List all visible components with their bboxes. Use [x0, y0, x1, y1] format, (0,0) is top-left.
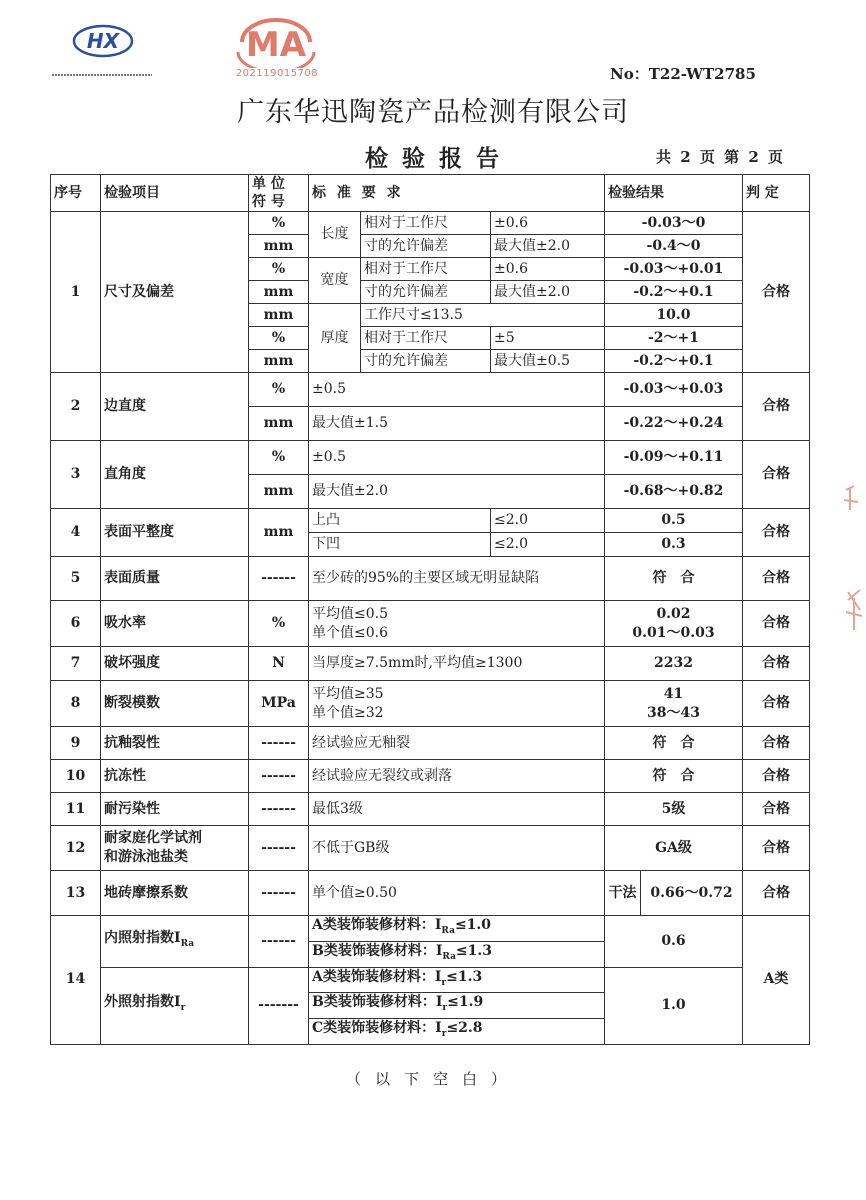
table-row — [51, 509, 810, 533]
standard-cell: ≤2.0 — [491, 509, 605, 533]
item-cell — [101, 826, 249, 871]
table-row — [51, 601, 810, 647]
table-row — [51, 916, 810, 942]
deviation-label: 相对于工作尺 — [361, 212, 491, 235]
lab-logo — [72, 24, 134, 58]
standard-cell — [309, 681, 605, 727]
item-cell: 吸水率 — [101, 601, 249, 647]
header-unit-line1: 单 位 — [252, 176, 285, 192]
standard-cell: 最大值±2.0 — [309, 475, 605, 509]
deviation-label: 寸的允许偏差 — [361, 235, 491, 258]
cma-number: 202119015708 — [235, 68, 319, 79]
item-cell: 抗冻性 — [101, 760, 249, 793]
internal-index-sub: Ra — [180, 938, 195, 949]
standard-line: 单个值≥32 — [312, 704, 384, 721]
unit-cell: % — [249, 373, 309, 407]
result-cell: 1.0 — [605, 967, 743, 1044]
inspection-table — [50, 174, 810, 1045]
item-cell: 边直度 — [101, 373, 249, 441]
result-cell: -0.2～+0.1 — [605, 350, 743, 373]
unit-cell: mm — [249, 235, 309, 258]
unit-cell: % — [249, 601, 309, 647]
standard-sub: r — [441, 1028, 447, 1039]
verdict-cell: 合格 — [743, 647, 810, 681]
seq-cell: 9 — [51, 727, 101, 760]
header-standard: 标 准 要 求 — [309, 175, 605, 212]
unit-cell: N — [249, 647, 309, 681]
result-cell: 0.5 — [605, 509, 743, 533]
unit-cell: ------ — [249, 557, 309, 601]
header-unit-line2: 符 号 — [252, 194, 285, 210]
table-row — [51, 871, 810, 916]
item-cell: 断裂模数 — [101, 681, 249, 727]
report-title: 检验报告 — [365, 145, 513, 172]
internal-index-text: 内照射指数I — [104, 929, 181, 946]
standard-sub: Ra — [442, 951, 456, 962]
table-row — [51, 967, 810, 993]
seq-cell: 5 — [51, 557, 101, 601]
result-cell: 5级 — [605, 793, 743, 826]
standard-line: 平均值≤0.5 — [312, 605, 388, 622]
unit-cell: % — [249, 212, 309, 235]
table-row — [51, 681, 810, 727]
item-cell: 尺寸及偏差 — [101, 212, 249, 373]
result-cell: 0.66～0.72 — [641, 871, 743, 916]
seq-cell: 11 — [51, 793, 101, 826]
seq-cell: 3 — [51, 441, 101, 509]
length-label: 长度 — [309, 212, 361, 258]
method-cell: 干法 — [605, 871, 641, 916]
unit-cell: % — [249, 441, 309, 475]
seq-cell: 2 — [51, 373, 101, 441]
seq-cell: 4 — [51, 509, 101, 557]
verdict-cell: 合格 — [743, 441, 810, 509]
item-cell: 破坏强度 — [101, 647, 249, 681]
end-note: （以下空白） — [345, 1070, 520, 1088]
verdict-cell: 合格 — [743, 793, 810, 826]
result-line: 41 — [663, 685, 684, 702]
unit-cell: ------ — [249, 727, 309, 760]
unit-cell: mm — [249, 281, 309, 304]
internal-index-label — [101, 916, 249, 968]
company-name: 广东华迅陶瓷产品检测有限公司 — [237, 97, 629, 128]
result-line: 38～43 — [647, 704, 700, 721]
cma-mark — [228, 16, 324, 68]
standard-text: C类装饰装修材料：I — [312, 1020, 442, 1037]
header-row — [51, 175, 810, 212]
header-verdict: 判 定 — [743, 175, 810, 212]
external-index-sub: r — [180, 1003, 186, 1014]
result-cell: -0.03～+0.03 — [605, 373, 743, 407]
standard-limit: ≤1.0 — [454, 917, 492, 933]
standard-cell: 至少砖的95%的主要区域无明显缺陷 — [309, 557, 605, 601]
item-cell: 表面平整度 — [101, 509, 249, 557]
standard-text: B类装饰装修材料：I — [312, 942, 443, 959]
seq-cell: 12 — [51, 826, 101, 871]
result-line: 0.01～0.03 — [632, 624, 715, 641]
table-row — [51, 373, 810, 407]
standard-cell — [309, 967, 605, 993]
item-cell: 耐污染性 — [101, 793, 249, 826]
unit-cell: ------ — [249, 760, 309, 793]
standard-text: A类装饰装修材料：I — [312, 968, 442, 985]
standard-cell: 最大值±1.5 — [309, 407, 605, 441]
unit-cell: % — [249, 327, 309, 350]
table-row — [51, 212, 810, 235]
deviation-label: 相对于工作尺 — [361, 258, 491, 281]
width-label: 宽度 — [309, 258, 361, 304]
header-result: 检验结果 — [605, 175, 743, 212]
unit-cell: mm — [249, 509, 309, 557]
standard-cell — [309, 1019, 605, 1045]
standard-cell — [309, 993, 605, 1019]
unit-cell: mm — [249, 304, 309, 327]
result-cell: -0.2～+0.1 — [605, 281, 743, 304]
standard-cell: 经试验应无釉裂 — [309, 727, 605, 760]
seq-cell: 13 — [51, 871, 101, 916]
seq-cell: 6 — [51, 601, 101, 647]
standard-sub: r — [442, 1003, 448, 1014]
verdict-cell: 合格 — [743, 727, 810, 760]
deviation-label: 寸的允许偏差 — [361, 281, 491, 304]
seq-cell: 10 — [51, 760, 101, 793]
verdict-cell: 合格 — [743, 373, 810, 441]
svg-text:HX: HX — [86, 29, 120, 53]
result-cell: 符 合 — [605, 760, 743, 793]
standard-cell: ±0.6 — [491, 212, 605, 235]
unit-cell: mm — [249, 475, 309, 509]
verdict-cell: 合格 — [743, 557, 810, 601]
verdict-cell: A类 — [743, 916, 810, 1045]
verdict-cell: 合格 — [743, 601, 810, 647]
item-cell: 地砖摩擦系数 — [101, 871, 249, 916]
item-cell: 表面质量 — [101, 557, 249, 601]
item-cell: 抗釉裂性 — [101, 727, 249, 760]
item-cell: 直角度 — [101, 441, 249, 509]
seq-cell: 8 — [51, 681, 101, 727]
result-cell: -0.03～0 — [605, 212, 743, 235]
result-cell: 0.6 — [605, 916, 743, 968]
result-cell — [605, 681, 743, 727]
result-cell: 0.3 — [605, 533, 743, 557]
standard-line: 平均值≥35 — [312, 685, 384, 702]
header-unit — [249, 175, 309, 212]
result-cell: 10.0 — [605, 304, 743, 327]
table-row — [51, 793, 810, 826]
standard-cell: 最大值±2.0 — [491, 281, 605, 304]
verdict-cell: 合格 — [743, 760, 810, 793]
verdict-cell: 合格 — [743, 681, 810, 727]
page-count: 共 2 页 第 2 页 — [656, 148, 785, 166]
verdict-cell: 合格 — [743, 509, 810, 557]
standard-limit: ≤2.8 — [446, 1020, 483, 1037]
item-line: 和游泳池盐类 — [104, 849, 188, 865]
unit-cell: ------ — [249, 793, 309, 826]
seq-cell: 1 — [51, 212, 101, 373]
result-cell: -0.4～0 — [605, 235, 743, 258]
header-seq: 序号 — [51, 175, 101, 212]
unit-cell: ------ — [249, 871, 309, 916]
result-cell: -0.68～+0.82 — [605, 475, 743, 509]
result-cell: -0.22～+0.24 — [605, 407, 743, 441]
seq-cell: 7 — [51, 647, 101, 681]
standard-limit: ≤1.3 — [455, 942, 493, 959]
standard-cell — [309, 601, 605, 647]
result-cell: -2～+1 — [605, 327, 743, 350]
standard-cell: 工作尺寸≤13.5 — [361, 304, 605, 327]
unit-cell: mm — [249, 350, 309, 373]
standard-cell: ≤2.0 — [491, 533, 605, 557]
standard-sub: r — [441, 977, 447, 988]
standard-cell: ±5 — [491, 327, 605, 350]
standard-cell: 最低3级 — [309, 793, 605, 826]
deviation-label: 相对于工作尺 — [361, 327, 491, 350]
table-row — [51, 826, 810, 871]
standard-cell — [309, 941, 605, 967]
convex-label: 上凸 — [309, 509, 491, 533]
unit-cell: ------ — [249, 916, 309, 968]
table-row — [51, 441, 810, 475]
standard-cell: 经试验应无裂纹或剥落 — [309, 760, 605, 793]
table-row — [51, 727, 810, 760]
result-cell — [605, 601, 743, 647]
seq-cell: 14 — [51, 916, 101, 1045]
standard-cell: ±0.5 — [309, 373, 605, 407]
standard-limit: ≤1.3 — [446, 968, 483, 985]
result-cell: 2232 — [605, 647, 743, 681]
unit-cell: % — [249, 258, 309, 281]
result-cell: 符 合 — [605, 557, 743, 601]
table-row — [51, 647, 810, 681]
unit-cell: MPa — [249, 681, 309, 727]
standard-text: A类装饰装修材料：I — [312, 917, 442, 933]
standard-cell: 最大值±2.0 — [491, 235, 605, 258]
result-cell: GA级 — [605, 826, 743, 871]
item-line: 耐家庭化学试剂 — [104, 830, 202, 846]
standard-cell: 单个值≥0.50 — [309, 871, 605, 916]
result-cell: 符 合 — [605, 727, 743, 760]
unit-cell: mm — [249, 407, 309, 441]
standard-text: B类装饰装修材料：I — [312, 994, 443, 1011]
external-index-label — [101, 967, 249, 1044]
verdict-cell: 合格 — [743, 826, 810, 871]
table-row — [51, 760, 810, 793]
standard-cell: ±0.5 — [309, 441, 605, 475]
table-row — [51, 557, 810, 601]
report-number: No：T22-WT2785 — [610, 65, 756, 83]
header-item: 检验项目 — [101, 175, 249, 212]
unit-cell: ------ — [249, 826, 309, 871]
lab-logo-caption — [52, 62, 152, 66]
seal-stamp — [840, 480, 866, 640]
result-line: 0.02 — [656, 605, 691, 622]
concave-label: 下凹 — [309, 533, 491, 557]
standard-cell: 不低于GB级 — [309, 826, 605, 871]
verdict-cell: 合格 — [743, 212, 810, 373]
result-cell: -0.09～+0.11 — [605, 441, 743, 475]
deviation-label: 寸的允许偏差 — [361, 350, 491, 373]
svg-text:MA: MA — [245, 25, 307, 65]
unit-cell: ------- — [249, 967, 309, 1044]
standard-cell — [309, 916, 605, 942]
standard-line: 单个值≤0.6 — [312, 624, 388, 641]
verdict-cell: 合格 — [743, 871, 810, 916]
result-cell: -0.03～+0.01 — [605, 258, 743, 281]
standard-limit: ≤1.9 — [447, 994, 484, 1011]
standard-cell: ±0.6 — [491, 258, 605, 281]
thickness-label: 厚度 — [309, 304, 361, 373]
standard-cell: 当厚度≥7.5mm时,平均值≥1300 — [309, 647, 605, 681]
standard-sub: Ra — [441, 925, 455, 936]
external-index-text: 外照射指数I — [104, 994, 181, 1011]
standard-cell: 最大值±0.5 — [491, 350, 605, 373]
